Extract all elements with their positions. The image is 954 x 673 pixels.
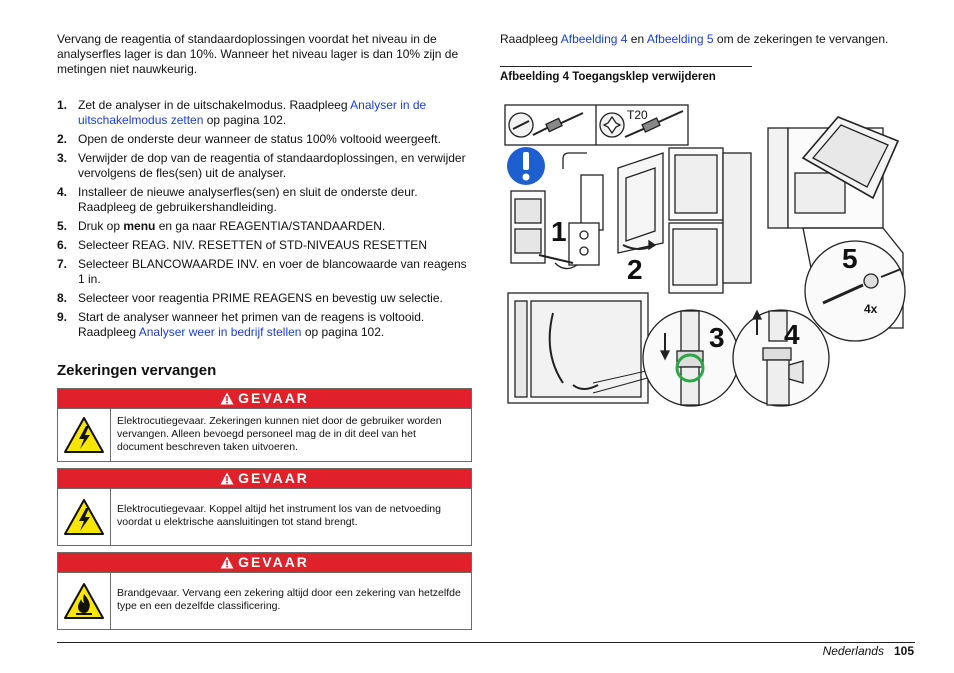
ref-text-mid: en [627, 32, 647, 46]
electric-hazard-icon [58, 409, 111, 461]
page-footer [823, 644, 914, 659]
step-text: Selecteer REAG. NIV. RESETTEN of STD-NIVEAUS RESETTEN [78, 238, 427, 252]
danger-header [58, 389, 471, 409]
danger-header-text: GEVAAR [238, 554, 309, 570]
torx-label: T20 [627, 108, 648, 122]
step-text: Selecteer BLANCOWAARDE INV. en voer de blancowaarde van reagens 1 in. [78, 257, 467, 286]
step-number: 9. [57, 310, 68, 324]
step-number: 8. [57, 291, 68, 305]
step-text: Druk op [78, 219, 124, 233]
danger-header [58, 553, 471, 573]
step-label-5: 5 [842, 243, 858, 274]
step-label-3: 3 [709, 322, 725, 353]
link-uitschakelmodus[interactable]: Analyser in de uitschakelmodus zetten [78, 98, 427, 127]
warning-triangle-icon [220, 471, 234, 490]
warning-triangle-icon [220, 391, 234, 410]
step-4 [57, 185, 473, 215]
fire-hazard-icon [58, 573, 111, 629]
step-number: 3. [57, 151, 68, 165]
danger-body [58, 573, 471, 629]
step-text: Verwijder de dop van de reagentia of standaardoplossingen, en verwijder vervolgens de fles(sen) uit de analyser. [78, 151, 466, 180]
danger-box-2 [57, 468, 472, 546]
access-panel-illustration [768, 117, 898, 228]
step-label-2: 2 [627, 254, 643, 285]
step-9 [57, 310, 473, 340]
step-6 [57, 238, 473, 253]
step-number: 4. [57, 185, 68, 199]
step-label-1: 1 [551, 216, 567, 247]
step-number: 7. [57, 257, 68, 271]
link-afbeelding-5[interactable]: Afbeelding 5 [646, 32, 714, 46]
step-number: 6. [57, 238, 68, 252]
left-column [57, 32, 473, 636]
figure-reference-paragraph [500, 32, 910, 47]
step-text-post: op pagina 102. [301, 325, 385, 339]
warning-triangle-icon [220, 555, 234, 574]
footer-rule [57, 642, 915, 643]
step-1 [57, 98, 473, 128]
step-number: 2. [57, 132, 68, 146]
danger-header-text: GEVAAR [238, 390, 309, 406]
danger-body [58, 489, 471, 545]
step-7 [57, 257, 473, 287]
step-text: Installeer de nieuwe analyserfles(sen) en sluit de onderste deur. Raadpleeg de gebruikershandleiding. [78, 185, 418, 214]
step-text-post: op pagina 102. [203, 113, 287, 127]
step-text: Open de onderste deur wanneer de status 100% voltooid weergeeft. [78, 132, 441, 146]
danger-text: Elektrocutiegevaar. Zekeringen kunnen niet door de gebruiker worden vervangen. Alleen bevoegd personeel mag de in dit deel van het document beschreven taken uitvoeren. [117, 415, 442, 453]
menu-keyword: menu [123, 219, 156, 233]
step3-magnifier [643, 310, 739, 406]
danger-header-text: GEVAAR [238, 470, 309, 486]
info-icon [507, 147, 545, 185]
danger-header [58, 469, 471, 489]
step-3 [57, 151, 473, 181]
danger-text: Brandgevaar. Vervang een zekering altijd door een zekering van hetzelfde type en een dezelfde classificering. [117, 587, 461, 612]
step-2 [57, 132, 473, 147]
procedure-steps [57, 98, 473, 340]
danger-box-1 [57, 388, 472, 462]
danger-box-3 [57, 552, 472, 630]
electric-hazard-icon [58, 489, 111, 545]
ref-text: Raadpleeg [500, 32, 561, 46]
figure-access-panel-removal [503, 103, 908, 413]
ref-text-post: om de zekeringen te vervangen. [713, 32, 889, 46]
step-text: Zet de analyser in de uitschakelmodus. Raadpleeg [78, 98, 351, 112]
step-text-post: en ga naar REAGENTIA/STANDAARDEN. [155, 219, 386, 233]
tools-box [505, 105, 688, 145]
step-number: 5. [57, 219, 68, 233]
footer-language: Nederlands [822, 644, 884, 658]
step-text: Selecteer voor reagentia PRIME REAGENS en bevestig uw selectie. [78, 291, 443, 305]
step-5 [57, 219, 473, 234]
step-8 [57, 291, 473, 306]
step4-magnifier [733, 310, 829, 406]
section-title: Zekeringen vervangen [57, 362, 217, 379]
step-number: 1. [57, 98, 68, 112]
step-label-4: 4 [784, 319, 800, 350]
link-weer-in-bedrijf[interactable]: Analyser weer in bedrijf stellen [138, 325, 302, 339]
figure-caption: Afbeelding 4 Toegangsklep verwijderen [500, 66, 752, 85]
step-text: Start de analyser wanneer het primen van de reagens is voltooid. Raadpleeg [78, 310, 425, 339]
intro-paragraph: Vervang de reagentia of standaardoplossingen voordat het niveau in de analyserfles lager is dan 10%. Wanneer het niveau lager is dan 10% zijn de metingen niet nauwkeurig. [57, 32, 459, 76]
danger-text: Elektrocutiegevaar. Koppel altijd het instrument los van de netvoeding voordat u elektrische aansluitingen tot stand brengt. [117, 503, 441, 528]
page-number: 105 [893, 644, 914, 658]
right-column [500, 32, 910, 85]
count-label: 4x [864, 302, 878, 316]
danger-body [58, 409, 471, 461]
link-afbeelding-4[interactable]: Afbeelding 4 [560, 32, 628, 46]
